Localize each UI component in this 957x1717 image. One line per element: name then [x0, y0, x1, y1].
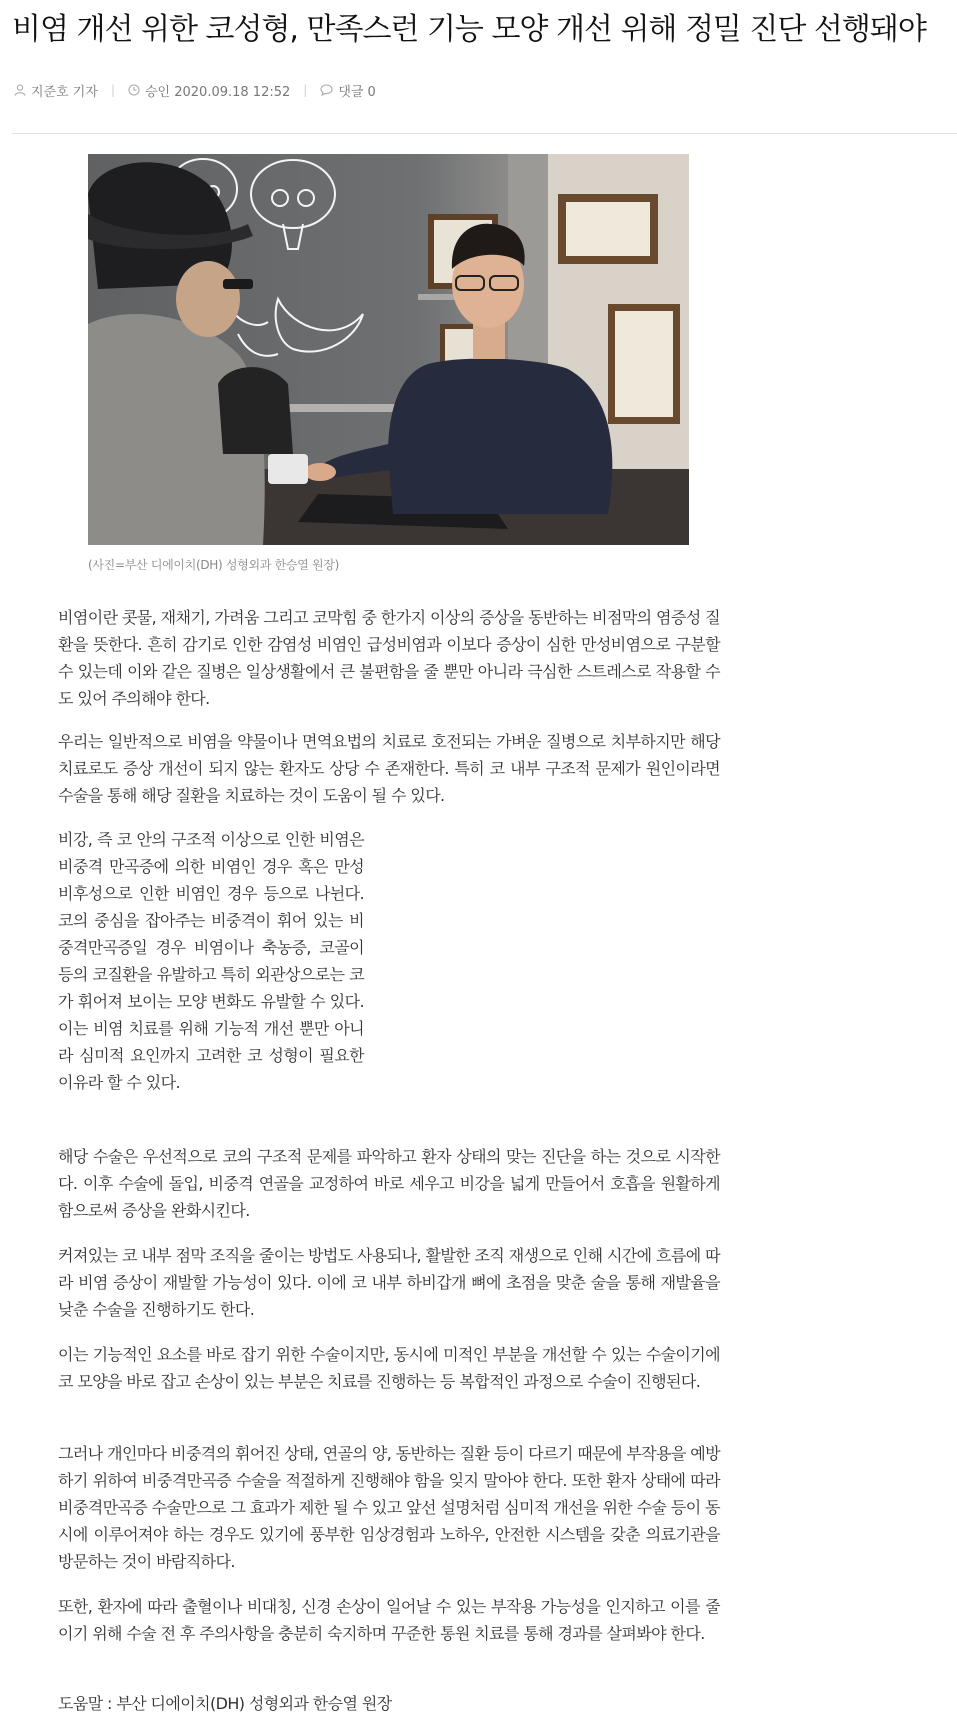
photo-caption: (사진=부산 디에이치(DH) 성형외과 한승열 원장) — [88, 558, 339, 572]
person-icon — [14, 84, 26, 96]
article-meta — [14, 79, 376, 101]
clinic-consultation-illustration — [88, 154, 689, 545]
approved-time — [128, 81, 290, 100]
body-paragraph: 이는 기능적인 요소를 바로 잡기 위한 수술이지만, 동시에 미적인 부분을 개선할 수 있는 수술이기에 코 모양을 바로 잡고 손상이 있는 부분은 치료를 진행하는 등 복합적인 과정으로 수술이 진행된다. — [58, 1345, 720, 1391]
comments-link[interactable] — [320, 81, 376, 100]
author-name: 지준호 기자 — [31, 84, 98, 100]
approved-datetime: 승인 2020.09.18 12:52 — [144, 84, 291, 100]
article-photo — [88, 154, 689, 545]
body-paragraph: 그러나 개인마다 비중격의 휘어진 상태, 연골의 양, 동반하는 질환 등이 다르기 때문에 부작용을 예방하기 위하여 비중격만곡증 수술을 적절하게 진행해야 함을 잊지 말아야 한다. 또한 환자 상태에 따라 비중격만곡증 수술만으로 그 효과가 제한 될 수 있고 앞선 설명처럼 심미적 개선을 위한 수술 등이 동시에 이루어져야 하는 경우도 있기에 풍부한 임상경험과 노하우, 안전한 시스템을 갖춘 의료기관을 방문하는 것이 바람직하다. — [58, 1444, 720, 1571]
meta-separator: | — [303, 83, 308, 97]
speech-bubble-icon — [320, 84, 333, 96]
article-headline: 비염 개선 위한 코성형, 만족스런 기능 모양 개선 위해 정밀 진단 선행돼야 — [12, 12, 926, 47]
clock-icon — [128, 84, 140, 96]
body-paragraph: 또한, 환자에 따라 출혈이나 비대칭, 신경 손상이 일어날 수 있는 부작용 가능성을 인지하고 이를 줄이기 위해 수술 전 후 주의사항을 충분히 숙지하며 꾸준한 통원 치료를 통해 경과를 살펴봐야 한다. — [58, 1597, 720, 1643]
body-paragraph: 우리는 일반적으로 비염을 약물이나 면역요법의 치료로 호전되는 가벼운 질병으로 치부하지만 해당 치료로도 증상 개선이 되지 않는 환자도 상당 수 존재한다. 특히 코 내부 구조적 문제가 원인이라면 수술을 통해 해당 질환을 치료하는 것이 도움이 될 수 있다. — [58, 732, 720, 805]
meta-separator: | — [110, 83, 115, 97]
body-paragraph: 커져있는 코 내부 점막 조직을 줄이는 방법도 사용되나, 활발한 조직 재생으로 인해 시간에 흐름에 따라 비염 증상이 재발할 가능성이 있다. 이에 코 내부 하비갑개 뼈에 초점을 맞춘 술을 통해 재발율을 낮춘 수술을 진행하기도 한다. — [58, 1246, 720, 1319]
article-credit: 도움말 : 부산 디에이치(DH) 성형외과 한승열 원장 — [58, 1694, 392, 1713]
body-paragraph: 비염이란 콧물, 재채기, 가려움 그리고 코막힘 중 한가지 이상의 증상을 동반하는 비점막의 염증성 질환을 뜻한다. 흔히 감기로 인한 감염성 비염인 급성비염과 이보다 증상이 심한 만성비염으로 구분할 수 있는데 이와 같은 질병은 일상생활에서 큰 불편함을 줄 뿐만 아니라 극심한 스트레스로 작용할 수도 있어 주의해야 한다. — [58, 608, 720, 708]
author-byline[interactable] — [14, 81, 98, 100]
comment-count: 댓글 0 — [338, 84, 376, 100]
body-paragraph: 해당 수술은 우선적으로 코의 구조적 문제를 파악하고 환자 상태의 맞는 진단을 하는 것으로 시작한다. 이후 수술에 돌입, 비중격 연골을 교정하여 바로 세우고 비강을 넓게 만들어서 호흡을 원활하게 함으로써 증상을 완화시킨다. — [58, 1147, 720, 1220]
body-paragraph: 비강, 즉 코 안의 구조적 이상으로 인한 비염은 비중격 만곡증에 의한 비염인 경우 혹은 만성비후성으로 인한 비염인 경우 등으로 나뉜다. 코의 중심을 잡아주는 비중격이 휘어 있는 비중격만곡증일 경우 비염이나 축농증, 코골이 등의 코질환을 유발하고 특히 외관상으로는 코가 휘어져 보이는 모양 변화도 유발할 수 있다. 이는 비염 치료를 위해 기능적 개선 뿐만 아니라 심미적 요인까지 고려한 코 성형이 필요한 이유라 할 수 있다. — [58, 830, 364, 1092]
header-divider — [12, 133, 957, 134]
